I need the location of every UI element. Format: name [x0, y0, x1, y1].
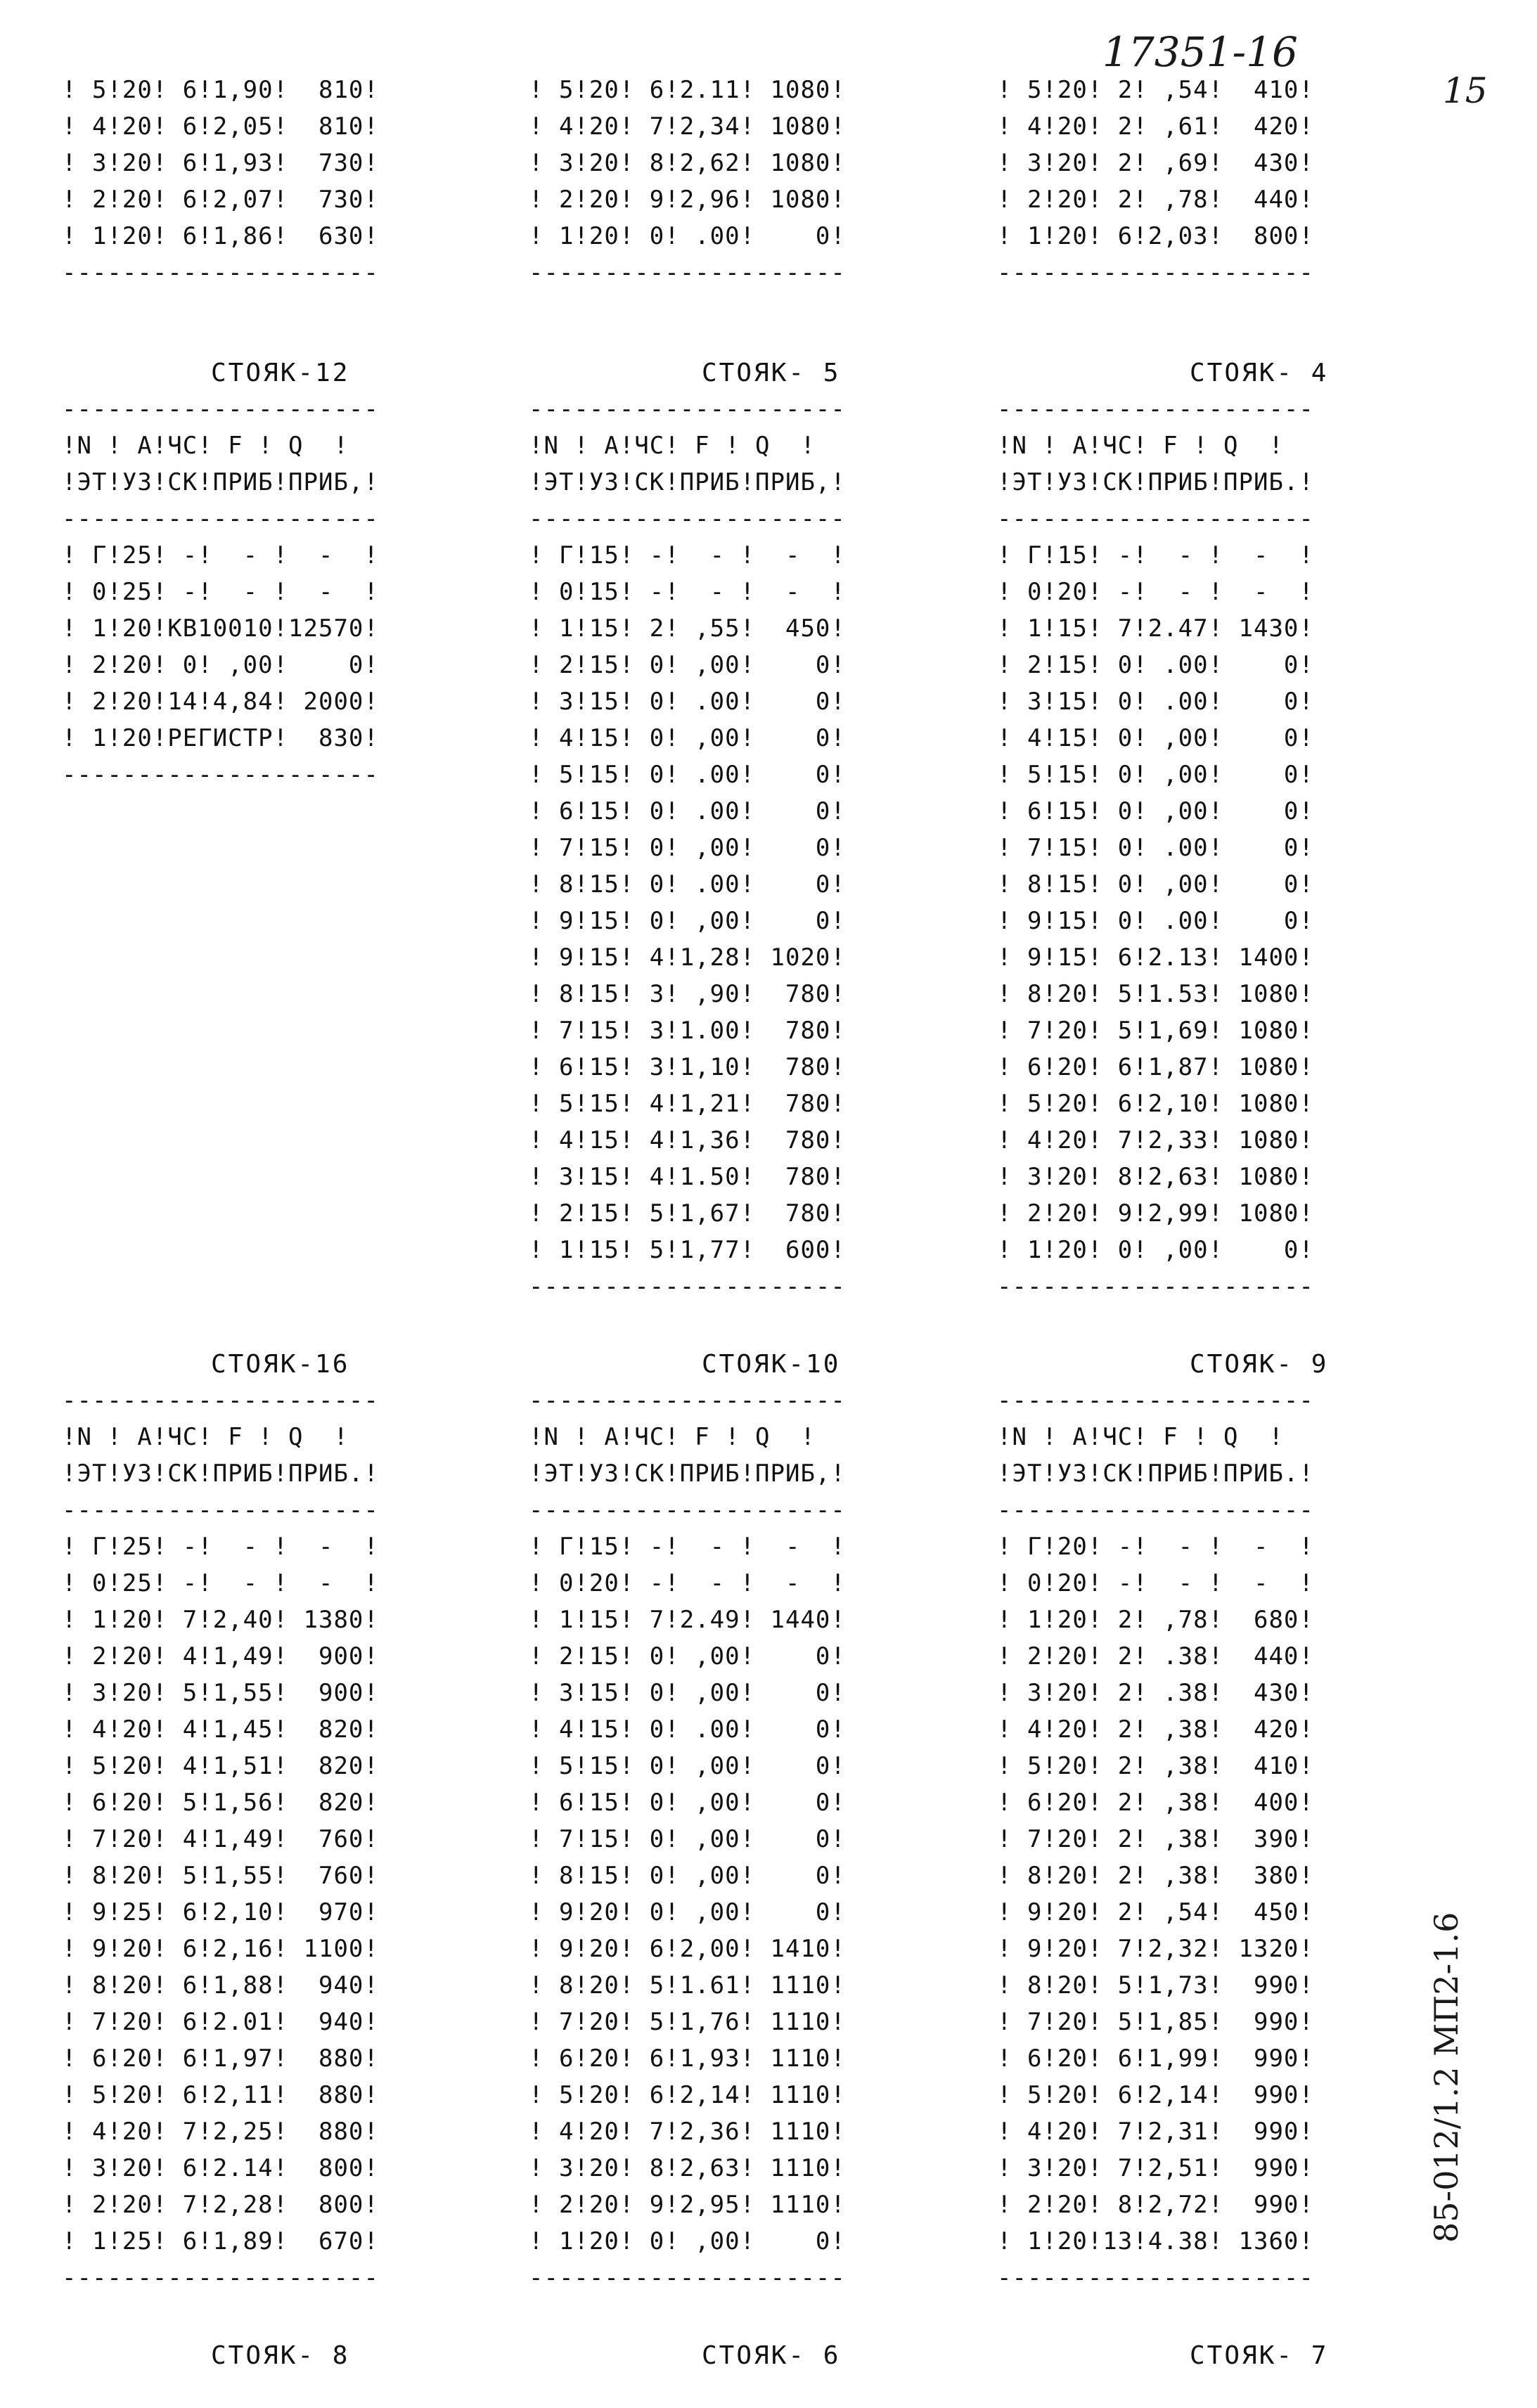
table-rule: --------------------- — [997, 395, 1314, 423]
table-row: ! 3!20! 8!2,63! 1110! — [529, 2154, 846, 2182]
table-rule: --------------------- — [62, 2264, 379, 2292]
table-row: ! 1!25! 6!1,89! 670! — [62, 2227, 379, 2255]
table-rule: --------------------- — [62, 1386, 379, 1415]
table-row: ! 2!20! 6!2,07! 730! — [62, 186, 379, 214]
section2-column-2 — [529, 1382, 846, 2296]
table-rule: --------------------- — [529, 1496, 846, 1524]
section1-title-1: СТОЯК-12 — [211, 359, 350, 387]
table-rule: --------------------- — [997, 505, 1314, 533]
table-row: ! Г!15! -! - ! - ! — [529, 541, 846, 569]
table-row: ! 6!20! 6!1,87! 1080! — [997, 1053, 1314, 1081]
table-row: ! 3!15! 4!1.50! 780! — [529, 1163, 846, 1191]
table-row: ! 5!20! 6!2,11! 880! — [62, 2081, 379, 2109]
table-row: ! 1!20! 6!2,03! 800! — [997, 222, 1314, 250]
table-row: ! 6!15! 3!1,10! 780! — [529, 1053, 846, 1081]
table-row: ! 1!20!РЕГИСТР! 830! — [62, 724, 379, 752]
table-row: ! 7!20! 5!1,85! 990! — [997, 2008, 1314, 2036]
table-row: ! 8!20! 2! ,38! 380! — [997, 1862, 1314, 1890]
table-row: ! 4!20! 7!2,36! 1110! — [529, 2118, 846, 2146]
table-row: ! 0!20! -! - ! - ! — [997, 578, 1314, 606]
table-rule: --------------------- — [62, 505, 379, 533]
top-column-2 — [529, 72, 846, 291]
table-row: ! 1!20! 7!2,40! 1380! — [62, 1606, 379, 1634]
table-row: ! 7!20! 5!1,69! 1080! — [997, 1017, 1314, 1045]
section1-title-2: СТОЯК- 5 — [702, 359, 841, 387]
table-row: ! 2!20! 8!2,72! 990! — [997, 2191, 1314, 2219]
table-row: ! Г!20! -! - ! - ! — [997, 1533, 1314, 1561]
table-row: ! 4!20! 7!2,25! 880! — [62, 2118, 379, 2146]
table-row: ! 5!20! 2! ,54! 410! — [997, 76, 1314, 104]
table-row: ! 8!15! 0! .00! 0! — [529, 870, 846, 899]
section2-title-3: СТОЯК- 9 — [1190, 1350, 1329, 1379]
table-row: ! 6!20! 5!1,56! 820! — [62, 1789, 379, 1817]
table-row: ! 2!20! 7!2,28! 800! — [62, 2191, 379, 2219]
table-row: ! 4!20! 6!2,05! 810! — [62, 112, 379, 141]
table-row: ! 9!15! 6!2.13! 1400! — [997, 944, 1314, 972]
table-row: !ЭТ!УЗ!СК!ПРИБ!ПРИБ,! — [62, 468, 379, 496]
table-rule: --------------------- — [529, 259, 846, 287]
table-row: ! 9!15! 0! .00! 0! — [997, 907, 1314, 935]
bottom-title-1: СТОЯК- 8 — [211, 2341, 350, 2370]
table-row: ! 3!20! 8!2,62! 1080! — [529, 149, 846, 177]
table-row: ! 1!15! 7!2.49! 1440! — [529, 1606, 846, 1634]
table-row: ! 5!20! 6!2,14! 1110! — [529, 2081, 846, 2109]
table-rule: --------------------- — [529, 505, 846, 533]
table-row: ! 8!20! 5!1,55! 760! — [62, 1862, 379, 1890]
table-row: ! 1!15! 5!1,77! 600! — [529, 1236, 846, 1264]
document-number: 17351-16 — [1102, 28, 1298, 76]
table-row: ! 1!20! 2! ,78! 680! — [997, 1606, 1314, 1634]
table-row: ! 2!20! 4!1,49! 900! — [62, 1642, 379, 1670]
table-row: ! 3!15! 0! .00! 0! — [529, 688, 846, 716]
table-row: ! 1!20! 0! .00! 0! — [529, 222, 846, 250]
table-row: ! 5!20! 6!1,90! 810! — [62, 76, 379, 104]
section2-column-3 — [997, 1382, 1314, 2296]
table-row: ! 2!20! 2! .38! 440! — [997, 1642, 1314, 1670]
section1-column-3 — [997, 391, 1314, 1305]
table-row: ! 7!20! 2! ,38! 390! — [997, 1825, 1314, 1853]
top-column-1 — [62, 72, 379, 291]
table-row: !ЭТ!УЗ!СК!ПРИБ!ПРИБ.! — [997, 1460, 1314, 1488]
table-row: ! 0!25! -! - ! - ! — [62, 578, 379, 606]
table-row: ! 2!20!14!4,84! 2000! — [62, 688, 379, 716]
table-row: ! 7!20! 4!1,49! 760! — [62, 1825, 379, 1853]
section1-column-1 — [62, 391, 379, 793]
table-row: ! 5!15! 0! ,00! 0! — [997, 761, 1314, 789]
table-rule: --------------------- — [997, 1496, 1314, 1524]
table-row: ! 9!20! 6!2,16! 1100! — [62, 1935, 379, 1963]
table-row: ! 7!15! 0! ,00! 0! — [529, 1825, 846, 1853]
table-row: ! 1!20! 0! ,00! 0! — [997, 1236, 1314, 1264]
section2-column-1 — [62, 1382, 379, 2296]
table-row: ! 0!20! -! - ! - ! — [529, 1569, 846, 1597]
table-row: ! 7!15! 0! ,00! 0! — [529, 834, 846, 862]
table-row: ! 3!20! 7!2,51! 990! — [997, 2154, 1314, 2182]
table-row: ! 8!20! 5!1,73! 990! — [997, 1971, 1314, 2000]
table-row: ! 3!20! 6!1,93! 730! — [62, 149, 379, 177]
table-row: !ЭТ!УЗ!СК!ПРИБ!ПРИБ.! — [997, 468, 1314, 496]
section2-title-2: СТОЯК-10 — [702, 1350, 841, 1379]
table-row: ! 0!20! -! - ! - ! — [997, 1569, 1314, 1597]
table-row: ! 9!20! 7!2,32! 1320! — [997, 1935, 1314, 1963]
table-row: ! Г!25! -! - ! - ! — [62, 1533, 379, 1561]
table-row: ! 2!15! 0! ,00! 0! — [529, 651, 846, 679]
table-row: ! 5!15! 0! .00! 0! — [529, 761, 846, 789]
table-row: ! 9!20! 2! ,54! 450! — [997, 1898, 1314, 1926]
section1-title-3: СТОЯК- 4 — [1190, 359, 1329, 387]
table-row: ! 4!20! 4!1,45! 820! — [62, 1715, 379, 1744]
table-row: ! 3!20! 5!1,55! 900! — [62, 1679, 379, 1707]
table-row: ! 5!20! 6!2,14! 990! — [997, 2081, 1314, 2109]
table-row: ! 8!15! 3! ,90! 780! — [529, 980, 846, 1008]
table-row: ! 4!20! 2! ,61! 420! — [997, 112, 1314, 141]
table-row: ! 2!20! 9!2,96! 1080! — [529, 186, 846, 214]
table-row: ! 6!15! 0! ,00! 0! — [529, 1789, 846, 1817]
table-row: ! 5!20! 6!2,10! 1080! — [997, 1090, 1314, 1118]
table-rule: --------------------- — [997, 1386, 1314, 1415]
table-row: ! 5!15! 4!1,21! 780! — [529, 1090, 846, 1118]
table-row: !ЭТ!УЗ!СК!ПРИБ!ПРИБ,! — [529, 468, 846, 496]
table-row: ! 4!15! 0! ,00! 0! — [997, 724, 1314, 752]
table-row: ! 3!20! 8!2,63! 1080! — [997, 1163, 1314, 1191]
table-row: ! 8!15! 0! ,00! 0! — [997, 870, 1314, 899]
bottom-title-3: СТОЯК- 7 — [1190, 2341, 1329, 2370]
top-column-3 — [997, 72, 1314, 291]
table-row: ! Г!15! -! - ! - ! — [529, 1533, 846, 1561]
table-row: ! 6!15! 0! ,00! 0! — [997, 797, 1314, 825]
table-row: !N ! А!ЧС! F ! Q ! — [529, 432, 816, 460]
table-row: !N ! А!ЧС! F ! Q ! — [62, 1423, 349, 1451]
table-row: !N ! А!ЧС! F ! Q ! — [997, 1423, 1284, 1451]
table-row: ! Г!15! -! - ! - ! — [997, 541, 1314, 569]
page-number: 15 — [1443, 70, 1488, 111]
table-row: ! 3!20! 6!2.14! 800! — [62, 2154, 379, 2182]
table-row: ! 1!20! 0! ,00! 0! — [529, 2227, 846, 2255]
table-row: ! 5!15! 0! ,00! 0! — [529, 1752, 846, 1780]
table-row: ! 4!20! 2! ,38! 420! — [997, 1715, 1314, 1744]
table-row: !ЭТ!УЗ!СК!ПРИБ!ПРИБ.! — [62, 1460, 379, 1488]
table-row: ! 5!20! 2! ,38! 410! — [997, 1752, 1314, 1780]
table-row: ! 4!20! 7!2,33! 1080! — [997, 1126, 1314, 1154]
table-rule: --------------------- — [62, 1496, 379, 1524]
table-row: ! 1!15! 2! ,55! 450! — [529, 614, 846, 643]
table-row: ! 1!15! 7!2.47! 1430! — [997, 614, 1314, 643]
table-row: ! 2!15! 0! ,00! 0! — [529, 1642, 846, 1670]
table-row: !ЭТ!УЗ!СК!ПРИБ!ПРИБ,! — [529, 1460, 846, 1488]
table-row: ! 1!20! 6!1,86! 630! — [62, 222, 379, 250]
table-row: ! 4!20! 7!2,34! 1080! — [529, 112, 846, 141]
table-row: ! 3!15! 0! .00! 0! — [997, 688, 1314, 716]
table-row: ! 9!20! 0! ,00! 0! — [529, 1898, 846, 1926]
table-row: ! 2!20! 2! ,78! 440! — [997, 186, 1314, 214]
bottom-title-2: СТОЯК- 6 — [702, 2341, 841, 2370]
table-row: ! 0!25! -! - ! - ! — [62, 1569, 379, 1597]
table-row: !N ! А!ЧС! F ! Q ! — [529, 1423, 816, 1451]
section1-column-2 — [529, 391, 846, 1305]
table-row: ! 6!20! 6!1,93! 1110! — [529, 2045, 846, 2073]
side-code: 85-012/1.2 МП2-1.6 — [1427, 1912, 1465, 2243]
table-row: ! 0!15! -! - ! - ! — [529, 578, 846, 606]
table-row: ! 1!20!КВ10010!12570! — [62, 614, 379, 643]
table-rule: --------------------- — [529, 1273, 846, 1301]
table-row: ! Г!25! -! - ! - ! — [62, 541, 379, 569]
table-rule: --------------------- — [997, 259, 1314, 287]
table-rule: --------------------- — [529, 395, 846, 423]
table-rule: --------------------- — [62, 761, 379, 789]
table-rule: --------------------- — [997, 1273, 1314, 1301]
table-rule: --------------------- — [529, 2264, 846, 2292]
table-row: ! 6!20! 6!1,99! 990! — [997, 2045, 1314, 2073]
table-row: ! 9!15! 4!1,28! 1020! — [529, 944, 846, 972]
table-row: ! 7!15! 3!1.00! 780! — [529, 1017, 846, 1045]
table-rule: --------------------- — [62, 395, 379, 423]
section2-title-1: СТОЯК-16 — [211, 1350, 350, 1379]
table-row: ! 8!20! 5!1.61! 1110! — [529, 1971, 846, 2000]
table-row: ! 7!15! 0! .00! 0! — [997, 834, 1314, 862]
table-row: ! 2!20! 0! ,00! 0! — [62, 651, 379, 679]
table-row: ! 9!20! 6!2,00! 1410! — [529, 1935, 846, 1963]
table-row: ! 8!20! 6!1,88! 940! — [62, 1971, 379, 2000]
table-row: ! 3!20! 2! .38! 430! — [997, 1679, 1314, 1707]
table-row: ! 4!15! 0! .00! 0! — [529, 1715, 846, 1744]
table-row: ! 8!15! 0! ,00! 0! — [529, 1862, 846, 1890]
table-row: ! 4!20! 7!2,31! 990! — [997, 2118, 1314, 2146]
table-row: ! 6!20! 6!1,97! 880! — [62, 2045, 379, 2073]
table-row: ! 2!20! 9!2,99! 1080! — [997, 1199, 1314, 1228]
table-row: ! 2!15! 5!1,67! 780! — [529, 1199, 846, 1228]
table-row: ! 7!20! 6!2.01! 940! — [62, 2008, 379, 2036]
table-row: ! 8!20! 5!1.53! 1080! — [997, 980, 1314, 1008]
table-row: ! 9!25! 6!2,10! 970! — [62, 1898, 379, 1926]
table-row: ! 5!20! 4!1,51! 820! — [62, 1752, 379, 1780]
table-rule: --------------------- — [62, 259, 379, 287]
table-row: ! 9!15! 0! ,00! 0! — [529, 907, 846, 935]
table-row: ! 4!15! 4!1,36! 780! — [529, 1126, 846, 1154]
table-row: ! 2!20! 9!2,95! 1110! — [529, 2191, 846, 2219]
table-row: ! 5!20! 6!2.11! 1080! — [529, 76, 846, 104]
table-row: ! 4!15! 0! ,00! 0! — [529, 724, 846, 752]
table-row: !N ! А!ЧС! F ! Q ! — [997, 432, 1284, 460]
table-row: ! 3!20! 2! ,69! 430! — [997, 149, 1314, 177]
table-rule: --------------------- — [529, 1386, 846, 1415]
table-row: ! 7!20! 5!1,76! 1110! — [529, 2008, 846, 2036]
table-row: ! 3!15! 0! ,00! 0! — [529, 1679, 846, 1707]
table-row: ! 1!20!13!4.38! 1360! — [997, 2227, 1314, 2255]
table-rule: --------------------- — [997, 2264, 1314, 2292]
table-row: ! 6!20! 2! ,38! 400! — [997, 1789, 1314, 1817]
table-row: ! 2!15! 0! .00! 0! — [997, 651, 1314, 679]
table-row: ! 6!15! 0! .00! 0! — [529, 797, 846, 825]
table-row: !N ! А!ЧС! F ! Q ! — [62, 432, 349, 460]
